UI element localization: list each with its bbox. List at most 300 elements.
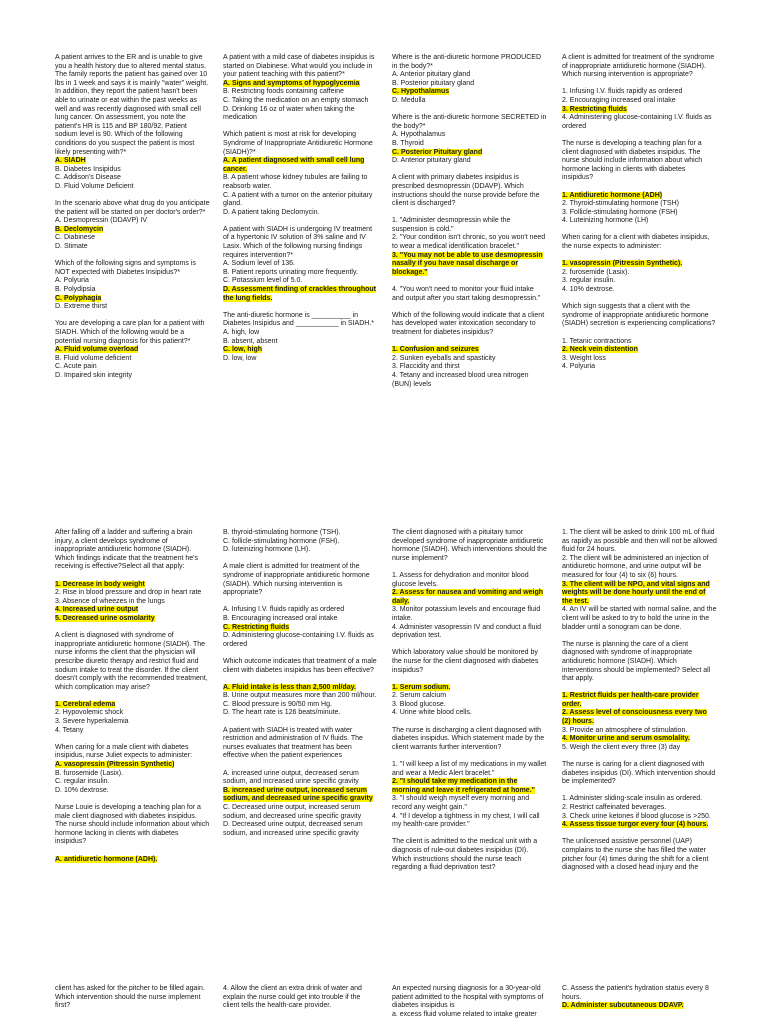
- answer-option: C. regular insulin.: [55, 778, 110, 786]
- text-line: [223, 709, 378, 718]
- answer-option: D. Fluid Volume Deficient: [55, 182, 134, 190]
- question-text: A patient with a mild case of diabetes insipidus is started on Diabinese. What would you include in your patient teaching with this patient?*: [223, 54, 375, 79]
- answer-option: 1. Infusing I.V. fluids rapidly as ordered: [562, 88, 683, 96]
- question-text: A client with primary diabetes insipidus is prescribed desmopressin (DDAVP). Which instructions should the nurse provide before the client is discharged?: [392, 174, 540, 208]
- text-line: [55, 243, 210, 252]
- highlighted-answer: C. low, high: [223, 346, 263, 354]
- text-line: [562, 269, 717, 278]
- text-line: [392, 114, 547, 131]
- text-line: [562, 217, 717, 226]
- answer-option: 2. Thyroid-stimulating hormone (TSH): [562, 200, 679, 208]
- text-column: [562, 529, 717, 873]
- text-line: [562, 709, 717, 726]
- highlighted-answer: A. antidiuretic hormone (ADH).: [55, 855, 158, 863]
- text-line: [55, 174, 210, 183]
- text-line: [392, 71, 547, 80]
- highlighted-answer: 1. Confusion and seizures: [392, 346, 479, 354]
- text-line: [55, 183, 210, 192]
- question-text: Which of the following would indicate that a client has developed water intoxication secondary to treatment for diabetes insipidus?: [392, 311, 545, 336]
- answer-option: 3. Absence of wheezes in the lungs: [55, 597, 165, 605]
- text-line: [55, 718, 210, 727]
- answer-option: C. A patient with a tumor on the anterior pituitary gland.: [223, 191, 373, 208]
- spacer: [562, 752, 717, 761]
- answer-option: B. absent, absent: [223, 337, 278, 345]
- text-line: [223, 269, 378, 278]
- answer-option: A. Anterior pituitary gland: [392, 71, 471, 79]
- answer-option: B. A patient whose kidney tubules are failing to reabsorb water.: [223, 174, 368, 190]
- spacer: [392, 563, 547, 572]
- question-text: A male client is admitted for treatment of the syndrome of inappropriate antidiuretic hormone (SIADH). Which nursing intervention is appropriate?: [223, 563, 370, 597]
- question-text: You are developing a care plan for a patient with SIADH. Which of the following would be a potential nursing diagnosis for this patient?*: [55, 320, 205, 345]
- text-column: [223, 985, 378, 1011]
- question-text: The nurse is planning the care of a client diagnosed with syndrome of inappropriate antidiuretic hormone (SIADH). Which interventions should be implemented? Select all that apply.: [562, 640, 711, 683]
- text-line: [223, 346, 378, 355]
- spacer: [392, 675, 547, 684]
- question-text: A patient with SIADH is undergoing IV treatment of a hypertonic IV solution of 3% saline and IV Lasix. Which of the following nursing findings requires intervention?*: [223, 225, 373, 259]
- answer-option: 2. furosemide (Lasix).: [562, 268, 630, 276]
- text-line: [223, 329, 378, 338]
- text-line: [392, 372, 547, 389]
- text-line: [562, 106, 717, 115]
- text-line: [562, 795, 717, 804]
- text-line: [55, 157, 210, 166]
- text-line: [223, 226, 378, 260]
- answer-option: 2. The client will be administered an injection of antidiuretic hormone, and urine output will be measured for four (4) to six (6) hours.: [562, 554, 709, 579]
- answer-option: 4. Allow the client an extra drink of water and explain the nurse could get into trouble if the client tells the health-care provider.: [223, 985, 362, 1010]
- text-line: [223, 529, 378, 538]
- spacer: [223, 675, 378, 684]
- text-line: [223, 192, 378, 209]
- answer-option: B. Patient reports urinating more frequently.: [223, 268, 358, 276]
- spacer: [562, 80, 717, 89]
- text-line: [55, 632, 210, 692]
- answer-option: 3. Monitor potassium levels and encourage fluid intake.: [392, 606, 541, 622]
- answer-option: C. Taking the medication on an empty stomach: [223, 96, 369, 104]
- text-line: [223, 684, 378, 693]
- highlighted-answer: D. Assessment finding of crackles throughout the lung fields.: [223, 286, 376, 302]
- question-text: A client is admitted for treatment of the syndrome of inappropriate antidiuretic hormone (SIADH). Which nursing intervention is appropriate?: [562, 54, 715, 79]
- text-line: [392, 286, 547, 303]
- text-line: [223, 821, 378, 838]
- answer-option: C. Diabinese: [55, 234, 96, 242]
- text-line: [392, 649, 547, 675]
- text-column: [392, 529, 547, 873]
- spacer: [55, 312, 210, 321]
- text-line: [223, 692, 378, 701]
- spacer: [55, 624, 210, 633]
- text-line: [55, 355, 210, 364]
- text-line: [55, 727, 210, 736]
- text-line: [55, 277, 210, 286]
- text-line: [392, 131, 547, 140]
- highlighted-answer: 1. vasopressin (Pitressin Synthetic).: [562, 260, 683, 268]
- text-line: [562, 985, 717, 1002]
- answer-option: 4. Tetany and increased blood urea nitrogen (BUN) levels: [392, 371, 529, 388]
- question-text: When caring for a client with diabetes insipidus, the nurse expects to administer:: [562, 234, 710, 251]
- answer-option: a. excess fluid volume related to intake greater: [392, 1010, 537, 1018]
- highlighted-answer: 2. Assess for nausea and vomiting and weigh daily.: [392, 589, 544, 605]
- spacer: [562, 183, 717, 192]
- question-text: The client diagnosed with a pituitary tumor developed syndrome of inappropriate antidiuretic hormone (SIADH). Which interventions should the nurse implement?: [392, 529, 547, 562]
- text-line: [55, 303, 210, 312]
- text-line: [562, 692, 717, 709]
- answer-option: 4. An IV will be started with normal saline, and the client will be asked to try to hold the urine in the bladder until a sonogram can be done.: [562, 606, 717, 631]
- text-line: [55, 778, 210, 787]
- text-line: [562, 114, 717, 131]
- text-line: [223, 286, 378, 303]
- highlighted-answer: 1. Cerebral edema: [55, 700, 116, 708]
- spacer: [55, 795, 210, 804]
- answer-option: 3. Weight loss: [562, 354, 606, 362]
- text-line: [392, 589, 547, 606]
- text-column: [55, 985, 210, 1011]
- text-line: [55, 709, 210, 718]
- text-line: [562, 813, 717, 822]
- text-line: [55, 581, 210, 590]
- text-line: [392, 234, 547, 251]
- text-line: [392, 54, 547, 71]
- spacer: [392, 752, 547, 761]
- answer-option: 1. "I will keep a list of my medications in my wallet and wear a Medic Alert bracelet.": [392, 761, 547, 777]
- answer-option: 4. "You won't need to monitor your fluid intake and output after you start taking desmopressin.": [392, 286, 541, 302]
- answer-option: 2. Restrict caffeinated beverages.: [562, 804, 667, 811]
- highlighted-answer: 1. Decrease in body weight: [55, 580, 145, 588]
- answer-option: 2. Encouraging increased oral intake: [562, 96, 676, 104]
- text-line: [55, 346, 210, 355]
- text-column: [55, 54, 210, 381]
- text-line: [55, 54, 210, 157]
- text-line: [55, 589, 210, 598]
- spacer: [223, 555, 378, 564]
- text-line: [55, 320, 210, 346]
- answer-option: 2. Hypovolemic shock: [55, 709, 124, 717]
- answer-option: D. A patient taking Declomycin.: [223, 208, 320, 216]
- text-line: [562, 735, 717, 744]
- text-line: [223, 80, 378, 89]
- text-line: [392, 709, 547, 718]
- answer-option: A. Hypothalamus: [392, 131, 446, 139]
- answer-option: 3. Flaccidity and thirst: [392, 363, 460, 371]
- question-text: An expected nursing diagnosis for a 30-year-old patient admitted to the hospital with symptoms of diabetes insipidus is: [392, 985, 544, 1010]
- text-line: [223, 632, 378, 649]
- answer-option: D. Administering glucose-containing I.V. fluids as ordered: [223, 632, 374, 648]
- text-line: [562, 286, 717, 295]
- spacer: [562, 830, 717, 839]
- spacer: [223, 718, 378, 727]
- question-text: When caring for a male client with diabetes insipidus, nurse Juliet expects to administer:: [55, 743, 192, 760]
- answer-option: 5. Weigh the client every three (3) day: [562, 743, 681, 751]
- text-line: [223, 770, 378, 787]
- text-line: [562, 355, 717, 364]
- spacer: [392, 277, 547, 286]
- answer-option: A. Polyuria: [55, 277, 89, 285]
- question-text: A client is diagnosed with syndrome of inappropriate antidiuretic hormone (SIADH). The nurse informs the client that the physician will prescribe diuretic therapy and restrict fluid and sodium intake to treat the disorder. If the client doesn't comply with the recommended treatment, which complication may arise?: [55, 632, 208, 691]
- text-line: [55, 295, 210, 304]
- spacer: [562, 684, 717, 693]
- text-line: [562, 838, 717, 872]
- text-line: [223, 88, 378, 97]
- text-line: [392, 985, 547, 1011]
- answer-option: C. Blood pressure is 90/50 mm Hg.: [223, 700, 332, 708]
- text-line: [392, 838, 547, 872]
- text-column: [223, 54, 378, 363]
- text-line: [392, 217, 547, 234]
- spacer: [562, 295, 717, 304]
- highlighted-answer: 3. Restricting fluids: [562, 105, 627, 113]
- question-text: Which of the following signs and symptoms is NOT expected with Diabetes Insipidus?*: [55, 260, 196, 276]
- answer-option: A. high, low: [223, 329, 260, 336]
- highlighted-answer: 2. Assess level of consciousness every two (2) hours.: [562, 709, 707, 726]
- text-line: [392, 692, 547, 701]
- answer-option: 1. "Administer desmopressin while the suspension is cold.": [392, 217, 511, 233]
- text-line: [392, 701, 547, 710]
- text-line: [392, 795, 547, 812]
- text-line: [392, 529, 547, 563]
- text-line: [223, 312, 378, 329]
- text-line: [223, 624, 378, 633]
- question-text: Where is the anti-diuretic hormone PRODUCED in the body?*: [392, 54, 541, 70]
- answer-option: D. Extreme thirst: [55, 303, 108, 311]
- text-line: [55, 598, 210, 607]
- text-column: [55, 529, 210, 864]
- spacer: [392, 106, 547, 115]
- answer-option: A. Sodium level of 136.: [223, 260, 295, 268]
- spacer: [55, 847, 210, 856]
- question-text: The nurse is discharging a client diagnosed with diabetes insipidus. Which statement made by the client warrants further intervention?: [392, 726, 545, 751]
- answer-option: 4. Luteinizing hormone (LH): [562, 217, 649, 225]
- text-line: [392, 727, 547, 753]
- spacer: [562, 226, 717, 235]
- highlighted-answer: C. Posterior Pituitary gland: [392, 148, 483, 156]
- spacer: [392, 166, 547, 175]
- highlighted-answer: A. SIADH: [55, 157, 86, 165]
- text-line: [223, 355, 378, 364]
- question-text: The nurse is developing a teaching plan for a client diagnosed with diabetes insipidus. The nurse should include information about which hormone lacking in clients with diabetes insipidus?: [562, 139, 703, 182]
- answer-option: B. Restricting foods containing caffeine: [223, 88, 344, 96]
- text-line: [223, 787, 378, 804]
- text-line: [562, 804, 717, 813]
- answer-option: C. Decreased urine output, increased serum sodium, and decreased urine specific gravity: [223, 804, 362, 820]
- answer-option: D. 10% dextrose.: [55, 786, 109, 794]
- question-text: After falling off a ladder and suffering a brain injury, a client develops syndrome of inappropriate antidiuretic hormone (SIADH). Which findings indicate that the treatment he's receiving is effective?Select all that apply:: [55, 529, 198, 571]
- text-column: [392, 985, 547, 1019]
- text-line: [562, 88, 717, 97]
- text-line: [55, 363, 210, 372]
- text-line: [562, 727, 717, 736]
- answer-option: 1. Tetanic contractions: [562, 337, 632, 345]
- question-text: The nurse is caring for a client diagnosed with diabetes insipidus (DI). Which intervention should be implemented?: [562, 761, 716, 786]
- answer-option: B. Thyroid: [392, 139, 424, 147]
- text-line: [223, 54, 378, 80]
- answer-option: D. Stimate: [55, 243, 88, 251]
- text-line: [562, 1002, 717, 1011]
- answer-option: D. Impaired skin integrity: [55, 371, 133, 379]
- text-line: [562, 761, 717, 787]
- text-line: [55, 985, 210, 1011]
- text-line: [55, 787, 210, 796]
- spacer: [562, 632, 717, 641]
- text-line: [392, 88, 547, 97]
- text-line: [392, 572, 547, 589]
- answer-option: 1. Administer sliding-scale insulin as ordered.: [562, 795, 703, 803]
- text-line: [223, 563, 378, 597]
- question-text: client has asked for the pitcher to be filled again. Which intervention should the nurse implement first?: [55, 985, 205, 1010]
- text-line: [562, 200, 717, 209]
- text-line: [55, 372, 210, 381]
- answer-option: C. Assess the patient's hydration status every 8 hours.: [562, 985, 709, 1001]
- text-line: [562, 303, 717, 329]
- spacer: [55, 735, 210, 744]
- answer-option: A. Infusing I.V. fluids rapidly as ordered: [223, 606, 345, 614]
- answer-option: D. luteinizing hormone (LH).: [223, 546, 311, 554]
- text-line: [55, 286, 210, 295]
- highlighted-answer: 5. Decreased urine osmolarity: [55, 614, 155, 622]
- answer-option: 3. Severe hyperkalemia: [55, 718, 129, 726]
- question-text: Which patient is most at risk for developing Syndrome of Inappropriate Antidiuretic Hormone (SIADH)?*: [223, 131, 373, 156]
- highlighted-answer: 4. Assess tissue turgor every four (4) hours.: [562, 821, 709, 829]
- answer-option: C. Addison's Disease: [55, 174, 121, 182]
- text-line: [392, 363, 547, 372]
- answer-option: 1. The client will be asked to drink 100 mL of fluid as rapidly as possible and then will not be allowed fluid for 24 hours.: [562, 529, 717, 554]
- answer-option: B. Diabetes Insipidus: [55, 165, 121, 173]
- highlighted-answer: A. vasopressin (Pitressin Synthetic): [55, 761, 175, 769]
- question-text: The client is admitted to the medical unit with a diagnosis of rule-out diabetes insipidus (DI). Which instructions should the nurse teach regarding a fluid deprivation test?: [392, 838, 538, 872]
- text-line: [562, 606, 717, 632]
- answer-option: D. Decreased urine output, decreased serum sodium, and increased urine specific gravity: [223, 821, 363, 837]
- text-line: [223, 97, 378, 106]
- spacer: [392, 718, 547, 727]
- spacer: [392, 303, 547, 312]
- answer-option: 4. Urine white blood cells.: [392, 709, 472, 717]
- spacer: [392, 830, 547, 839]
- highlighted-answer: C. Hypothalamus: [392, 88, 450, 96]
- highlighted-answer: 1. Restrict fluids per health-care provider order.: [562, 692, 699, 708]
- text-line: [223, 701, 378, 710]
- answer-option: A. Desmopressin (DDAVP) IV: [55, 217, 148, 225]
- text-line: [392, 174, 547, 208]
- text-line: [392, 80, 547, 89]
- text-line: [55, 615, 210, 624]
- spacer: [392, 209, 547, 218]
- highlighted-answer: 2. Neck vein distention: [562, 346, 638, 354]
- text-line: [392, 312, 547, 338]
- answer-option: 3. regular insulin.: [562, 277, 616, 285]
- answer-option: D. Anterior pituitary gland: [392, 157, 471, 165]
- text-line: [223, 546, 378, 555]
- answer-option: A. increased urine output, decreased serum sodium, and increased urine specific gravity: [223, 769, 359, 786]
- text-line: [392, 778, 547, 795]
- highlighted-answer: B. Declomycin: [55, 225, 104, 233]
- answer-option: 4. "If I develop a tightness in my chest, I will call my health-care provider.": [392, 812, 540, 829]
- text-line: [562, 555, 717, 581]
- text-line: [562, 277, 717, 286]
- answer-option: B. Urine output measures more than 200 ml/hour.: [223, 692, 377, 700]
- text-line: [392, 157, 547, 166]
- question-text: In the scenario above what drug do you anticipate the patient will be started on per doctor's order?*: [55, 200, 210, 216]
- spacer: [223, 303, 378, 312]
- text-line: [562, 338, 717, 347]
- highlighted-answer: A. Signs and symptoms of hypoglycemia: [223, 79, 360, 87]
- spacer: [223, 217, 378, 226]
- text-line: [562, 234, 717, 251]
- text-line: [562, 529, 717, 555]
- answer-option: 4. Polyuria: [562, 363, 596, 371]
- answer-option: C. Potassium level of 5.0.: [223, 277, 303, 285]
- answer-option: 4. 10% dextrose.: [562, 286, 615, 294]
- spacer: [562, 131, 717, 140]
- text-line: [392, 1011, 547, 1020]
- answer-option: 3. Provide an atmosphere of stimulation.: [562, 726, 688, 734]
- text-line: [55, 770, 210, 779]
- question-text: Where is the anti-diuretic hormone SECRETED in the body?*: [392, 114, 547, 130]
- highlighted-answer: C. Polyphagia: [55, 294, 102, 302]
- highlighted-answer: B. increased urine output, increased serum sodium, and decreased urine specific gravity: [223, 786, 373, 803]
- answer-option: 4. Administering glucose-containing I.V. fluids as ordered: [562, 114, 712, 130]
- question-text: Which outcome indicates that treatment of a male client with diabetes insipidus has been effective?: [223, 657, 377, 674]
- spacer: [223, 598, 378, 607]
- spacer: [562, 787, 717, 796]
- text-column: [392, 54, 547, 389]
- text-line: [562, 581, 717, 607]
- highlighted-answer: 4. Increased urine output: [55, 606, 139, 614]
- text-line: [223, 538, 378, 547]
- answer-option: 3. Blood glucose.: [392, 700, 446, 708]
- text-line: [55, 234, 210, 243]
- text-line: [55, 200, 210, 217]
- text-column: [223, 529, 378, 838]
- text-line: [392, 624, 547, 641]
- answer-option: 2. "Your condition isn't chronic, so you won't need to wear a medical identification bracelet.": [392, 234, 546, 251]
- text-line: [562, 744, 717, 753]
- answer-option: B. thyroid-stimulating hormone (TSH).: [223, 529, 341, 536]
- text-line: [223, 209, 378, 218]
- text-line: [223, 615, 378, 624]
- text-line: [223, 174, 378, 191]
- text-line: [223, 606, 378, 615]
- answer-option: B. Encouraging increased oral intake: [223, 614, 338, 622]
- spacer: [55, 572, 210, 581]
- answer-option: 3. "I should weigh myself every morning and record any weight gain.": [392, 795, 530, 811]
- highlighted-answer: C. Restricting fluids: [223, 623, 290, 631]
- highlighted-answer: 1. Antidiuretic hormone (ADH): [562, 191, 663, 199]
- answer-option: 3. Follicle-stimulating hormone (FSH): [562, 208, 678, 216]
- highlighted-answer: 3. "You may not be able to use desmopressin nasally if you have nasal discharge or blockage.": [392, 251, 543, 276]
- highlighted-answer: 4. Monitor urine and serum osmolality.: [562, 735, 690, 743]
- text-line: [562, 821, 717, 830]
- text-line: [392, 813, 547, 830]
- answer-option: 2. Sunken eyeballs and spasticity: [392, 354, 496, 362]
- text-line: [55, 856, 210, 865]
- text-line: [392, 140, 547, 149]
- text-line: [55, 529, 210, 572]
- answer-option: D. low, low: [223, 354, 257, 362]
- answer-option: D. The heart rate is 126 beats/minute.: [223, 709, 341, 717]
- text-line: [562, 54, 717, 80]
- text-line: [562, 641, 717, 684]
- highlighted-answer: A. A patient diagnosed with small cell lung cancer.: [223, 157, 365, 173]
- spacer: [55, 252, 210, 261]
- spacer: [562, 252, 717, 261]
- text-line: [223, 157, 378, 174]
- text-line: [392, 606, 547, 623]
- spacer: [55, 692, 210, 701]
- answer-option: B. Polydipsia: [55, 286, 96, 294]
- highlighted-answer: 2. "I should take my medication in the morning and leave it refrigerated at home.": [392, 778, 535, 794]
- text-line: [392, 684, 547, 693]
- text-line: [55, 226, 210, 235]
- text-line: [392, 149, 547, 158]
- text-line: [55, 804, 210, 847]
